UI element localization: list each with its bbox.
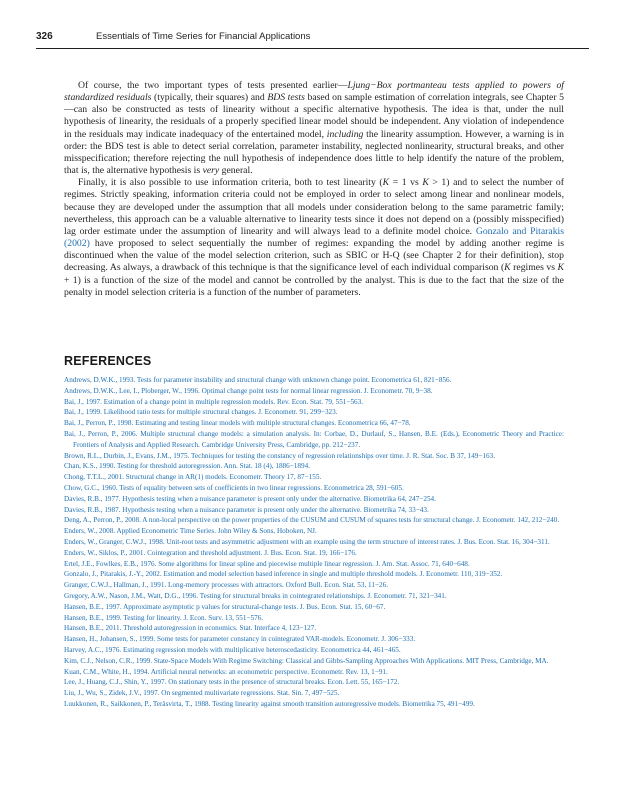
math-var: K [504, 262, 511, 274]
reference-item[interactable]: Davies, R.B., 1987. Hypothesis testing when a nuisance parameter is present only under the alternative. Biometrika 74, 33−43. [64, 505, 429, 514]
reference-item[interactable]: Hansen, B.E., 2011. Threshold autoregression in economics. Stat. Interface 4, 123−127. [64, 624, 317, 633]
reference-item[interactable]: Granger, C.W.J., Hallman, J., 1991. Long-memory processes with attractors. Oxford Bull. Econ. Stat. 53, 11−26. [64, 581, 389, 590]
reference-item[interactable]: Chow, G.C., 1960. Tests of equality between sets of coefficients in two linear regressions. Econometrica 28, 591−605. [64, 483, 404, 492]
reference-item[interactable]: Andrews, D.W.K., Lee, I., Ploberger, W., 1996. Optimal change point tests for normal linear regression. J. Econometr. 70, 9−38. [64, 386, 433, 395]
reference-item[interactable]: Harvey, A.C., 1976. Estimating regression models with multiplicative heteroscedasticity. Econometrica 44, 461−465. [64, 645, 401, 654]
reference-item[interactable]: Bai, J., Perron, P., 2006. Multiple structural change models: a simulation analysis. In: Corbae, D., Durlauf, S., Hansen, B.E. (Eds.), Econometric Theory and Practice: Frontiers of Analysis and Applied Research. Cambridge University Press, Cambridge, pp. 212−237. [64, 429, 564, 449]
reference-item[interactable]: Hansen, B.E., 1997. Approximate asymptotic p values for structural-change tests. J. Bus. Econ. Stat. 15, 60−67. [64, 602, 386, 611]
paragraph-1 [64, 80, 564, 177]
math-var: K [382, 177, 390, 189]
page-number: 326 [36, 31, 53, 42]
reference-item[interactable]: Deng, A., Perron, P., 2008. A non-local perspective on the power properties of the CUSUM and CUSUM of squares tests for structural change. J. Econometr. 142, 212−240. [64, 516, 560, 525]
reference-item[interactable]: Andrews, D.W.K., 1993. Tests for parameter instability and structural change with unknown change point. Econometrica 61, 821−856. [64, 376, 452, 384]
text-run: based on sample estimation of correlation integrals, see Chapter 5—can also be constructed as tests of linearity without a specific alternative hypothesis. The idea is that, under the null hypothesis of linearity, the residuals of a properly specified linear model should be independent. Any violation of independence in the residuals may indicate inadequacy of the entertained model, [64, 92, 565, 140]
running-title: Essentials of Time Series for Financial Applications [96, 31, 311, 42]
reference-item[interactable]: Bai, J., 1997. Estimation of a change point in multiple regression models. Rev. Econ. Stat. 79, 551−563. [64, 397, 364, 406]
reference-item[interactable]: Gregory, A.W., Nason, J.M., Watt, D.G., 1996. Testing for structural breaks in cointegrated relationships. J. Econometr. 71, 321−341. [64, 591, 447, 600]
text-run: + 1) is a function of the size of the model and cannot be controlled by the analyst. This is due to the fact that the size of the penalty in model selection criteria is a function of the number of parameters. [64, 274, 564, 298]
reference-item[interactable]: Bai, J., 1999. Likelihood ratio tests for multiple structural changes. J. Econometr. 91, 299−323. [64, 408, 338, 417]
reference-item[interactable]: Liu, J., Wu, S., Zidek, J.V., 1997. On segmented multivariate regressions. Stat. Sin. 7, 497−525. [64, 689, 340, 698]
reference-item[interactable]: Hansen, B.E., 1999. Testing for linearity. J. Econ. Surv. 13, 551−576. [64, 613, 264, 622]
reference-item[interactable]: Chan, K.S., 1990. Testing for threshold autoregression. Ann. Stat. 18 (4), 1886−1894. [64, 462, 310, 471]
text-run: have proposed to select sequentially the number of regimes: expanding the model by adding another regime is discontinued when the value of the model selection criterion, such as SBIC or H-Q (see Chapter 2 for their definition), stop decreasing. As always, a drawback of this technique is that the significance level of each individual comparison ( [64, 238, 564, 274]
reference-item[interactable]: Bai, J., Perron, P., 1998. Estimating and testing linear models with multiple structural changes. Econometrica 66, 47−78. [64, 419, 411, 428]
text-run: general. [219, 165, 253, 177]
reference-item[interactable]: Chong, T.T.L., 2001. Structural change in AR(1) models. Econometr. Theory 17, 87−155. [64, 473, 322, 482]
text-run: regimes vs [510, 262, 558, 274]
reference-item[interactable]: Kuan, C.M., White, H., 1994. Artificial neural networks: an econometric perspective. Econometr. Rev. 13, 1−91. [64, 667, 388, 676]
body-text [64, 80, 564, 299]
emphasis: BDS tests [267, 92, 305, 104]
references-heading: REFERENCES [64, 354, 152, 368]
emphasis: including [326, 128, 364, 140]
text-run: > 1) and to select the number of regimes. Strictly speaking, information criteria could not be employed in order to select among linear and nonlinear models, because they are developed under the assumption that all models under consideration belong to the same parametric family; nevertheless, this approach can be a valuable alternative to linearity tests since it does not depend on a (possibly misspecified) lag order estimate under the assumption of linearity and will always lead to a definite model choice. [64, 177, 565, 237]
reference-item[interactable]: Gonzalo, J., Pitarakis, J.-Y., 2002. Estimation and model selection based inference in single and multiple threshold models. J. Econometr. 110, 319−352. [64, 570, 503, 579]
math-var: K [422, 177, 429, 189]
text-run: (typically, their squares) and [151, 92, 268, 104]
text-run: Finally, it is also possible to use information criteria, both to test linearity ( [78, 177, 383, 189]
reference-item[interactable]: Enders, W., Granger, C.W.J., 1998. Unit-root tests and asymmetric adjustment with an example using the term structure of interest rates. J. Bus. Econ. Stat. 16, 304−311. [64, 537, 550, 546]
header-rule [36, 48, 589, 49]
text-run: Of course, the two important types of tests presented earlier— [78, 80, 348, 91]
reference-item[interactable]: Enders, W., Siklos, P., 2001. Cointegration and threshold adjustment. J. Bus. Econ. Stat. 19, 166−176. [64, 548, 357, 557]
math-var: K [557, 262, 564, 274]
text-run: the linearity assumption. However, a warning is in order: the BDS test is able to detect serial correlation, parameter instability, neglected nonlinearity, structural breaks, and other misspecification; therefore rejecting the null hypothesis of independence does little to help identify the nature of the problem, that is, the alternative hypothesis is [64, 128, 565, 177]
reference-item[interactable]: Brown, R.L., Durbin, J., Evans, J.M., 1975. Techniques for testing the constancy of regression relationships over time. J. R. Stat. Soc. B 37, 149−163. [64, 451, 496, 460]
reference-item[interactable]: Ertel, J.E., Fowlkes, E.B., 1976. Some algorithms for linear spline and piecewise multiple linear regression. J. Am. Stat. Assoc. 71, 640−648. [64, 559, 470, 568]
reference-item[interactable]: Hansen, H., Johansen, S., 1999. Some tests for parameter constancy in cointegrated VAR-models. Econometr. J. 306−333. [64, 635, 416, 644]
citation-link[interactable]: Gonzalo and Pitarakis (2002) [64, 225, 565, 250]
reference-item[interactable]: Davies, R.B., 1977. Hypothesis testing when a nuisance parameter is present only under the alternative. Biometrika 64, 247−254. [64, 494, 436, 503]
references-list [64, 375, 564, 710]
paragraph-2 [64, 177, 564, 299]
reference-item[interactable]: Enders, W., 2008. Applied Econometric Time Series. John Wiley & Sons, Hoboken, NJ. [64, 527, 317, 536]
text-run: = 1 vs [389, 177, 423, 189]
emphasis: Ljung−Box portmanteau tests applied to powers of standardized residuals [64, 80, 565, 104]
reference-item[interactable]: Kim, C.J., Nelson, C.R., 1999. State-Space Models With Regime Switching: Classical and Gibbs-Sampling Approaches With Applications. MIT Press, Cambridge, MA. [64, 656, 549, 665]
emphasis: very [202, 165, 220, 177]
reference-item[interactable]: Luukkonen, R., Saikkonen, P., Teräsvirta, T., 1988. Testing linearity against smooth transition autoregressive models. Biometrika 75, 491−499. [64, 699, 475, 708]
reference-item[interactable]: Lee, J., Huang, C.J., Shin, Y., 1997. On stationary tests in the presence of structural breaks. Econ. Lett. 55, 165−172. [64, 678, 400, 687]
